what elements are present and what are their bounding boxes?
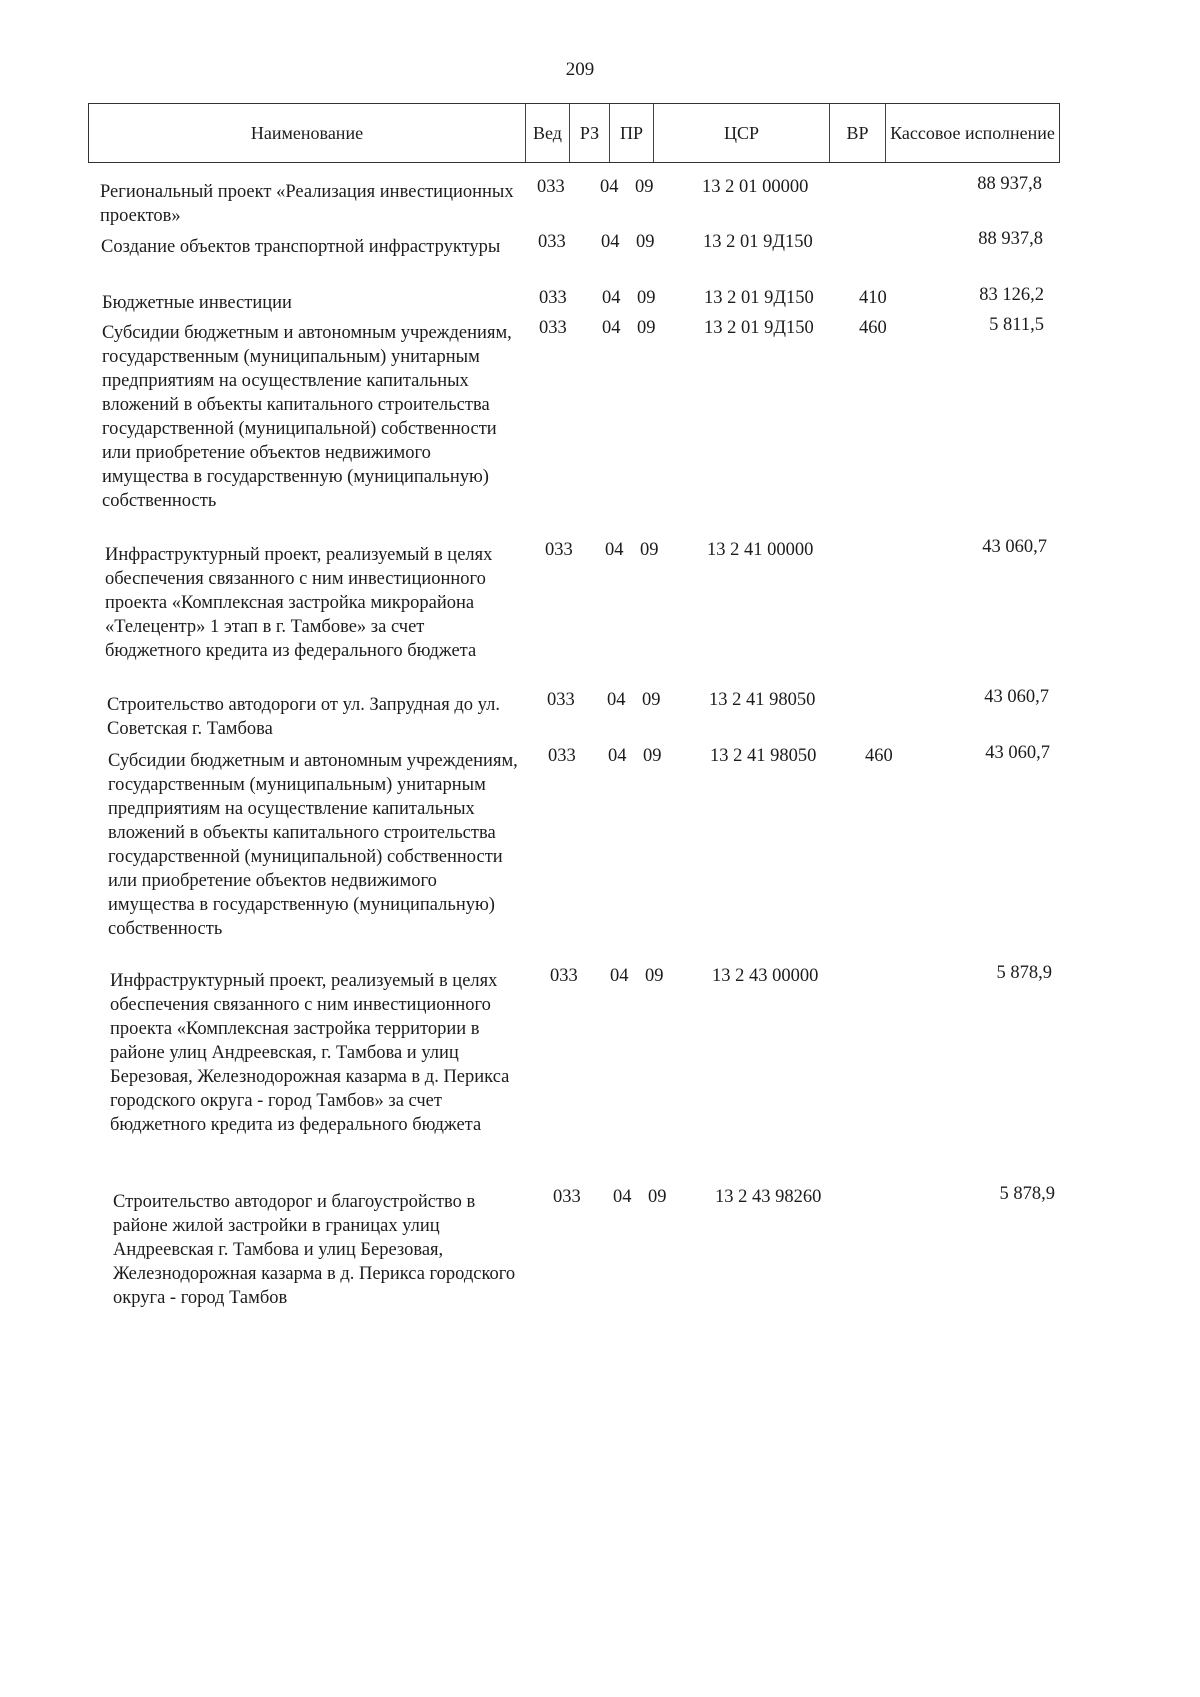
row-pr: 09 bbox=[643, 746, 662, 766]
row-rz: 04 bbox=[602, 318, 621, 338]
row-pr: 09 bbox=[640, 540, 659, 560]
row-rz: 04 bbox=[600, 177, 619, 197]
row-name: Субсидии бюджетным и автономным учреждениям, государственным (муниципальным) унитарным предприятиям на осуществление капитальных вложений в объекты капитального строительства государственной (муниципальной) собственности или приобретение объектов недвижимого имущества в государственную (муниципальную) собственность bbox=[102, 323, 512, 511]
row-ved: 033 bbox=[538, 232, 566, 252]
row-amount: 88 937,8 bbox=[978, 229, 1043, 249]
row-amount: 43 060,7 bbox=[982, 537, 1047, 557]
table-header bbox=[88, 103, 1060, 163]
row-ved: 033 bbox=[539, 318, 567, 338]
row-ved: 033 bbox=[548, 746, 576, 766]
row-pr: 09 bbox=[636, 232, 655, 252]
row-name: Субсидии бюджетным и автономным учреждениям, государственным (муниципальным) унитарным предприятиям на осуществление капитальных вложений в объекты капитального строительства государственной (муниципальной) собственности или приобретение объектов недвижимого имущества в государственную (муниципальную) собственность bbox=[108, 751, 518, 939]
row-pr: 09 bbox=[645, 966, 664, 986]
header-amount: Кассовое исполнение bbox=[890, 123, 1055, 143]
header-rz: РЗ bbox=[570, 104, 610, 162]
row-amount: 5 878,9 bbox=[996, 963, 1052, 983]
row-ved: 033 bbox=[539, 288, 567, 308]
row-rz: 04 bbox=[605, 540, 624, 560]
header-pr: ПР bbox=[610, 104, 654, 162]
row-csr: 13 2 01 9Д150 bbox=[703, 232, 813, 252]
row-rz: 04 bbox=[608, 746, 627, 766]
header-vr: ВР bbox=[830, 104, 886, 162]
row-csr: 13 2 01 9Д150 bbox=[704, 288, 814, 308]
row-amount: 43 060,7 bbox=[985, 743, 1050, 763]
row-rz: 04 bbox=[601, 232, 620, 252]
row-vr: 460 bbox=[859, 318, 887, 338]
page-number: 209 bbox=[565, 59, 595, 80]
row-pr: 09 bbox=[637, 318, 656, 338]
row-csr: 13 2 41 98050 bbox=[710, 746, 817, 766]
row-csr: 13 2 43 98260 bbox=[715, 1187, 822, 1207]
row-rz: 04 bbox=[607, 690, 626, 710]
row-ved: 033 bbox=[547, 690, 575, 710]
row-ved: 033 bbox=[545, 540, 573, 560]
row-vr: 460 bbox=[865, 746, 893, 766]
row-name: Строительство автодороги от ул. Запрудная до ул. Советская г. Тамбова bbox=[107, 695, 500, 739]
row-csr: 13 2 41 00000 bbox=[707, 540, 814, 560]
row-csr: 13 2 01 00000 bbox=[702, 177, 809, 197]
row-name: Создание объектов транспортной инфраструктуры bbox=[101, 237, 501, 257]
row-vr: 410 bbox=[859, 288, 887, 308]
row-name: Строительство автодорог и благоустройство в районе жилой застройки в границах улиц Андреевская г. Тамбова и улиц Березовая, Железнодорожная казарма в д. Перикса городского округа - город Тамбов bbox=[113, 1192, 516, 1308]
row-pr: 09 bbox=[637, 288, 656, 308]
row-pr: 09 bbox=[648, 1187, 667, 1207]
row-name: Бюджетные инвестиции bbox=[102, 293, 292, 313]
row-csr: 13 2 43 00000 bbox=[712, 966, 819, 986]
row-csr: 13 2 41 98050 bbox=[709, 690, 816, 710]
row-pr: 09 bbox=[642, 690, 661, 710]
row-amount: 43 060,7 bbox=[984, 687, 1049, 707]
row-amount: 83 126,2 bbox=[979, 285, 1044, 305]
row-name: Региональный проект «Реализация инвестиционных проектов» bbox=[100, 182, 514, 226]
row-rz: 04 bbox=[610, 966, 629, 986]
row-amount: 88 937,8 bbox=[977, 174, 1042, 194]
row-ved: 033 bbox=[537, 177, 565, 197]
row-pr: 09 bbox=[635, 177, 654, 197]
row-amount: 5 811,5 bbox=[989, 315, 1044, 335]
row-amount: 5 878,9 bbox=[999, 1184, 1055, 1204]
header-name: Наименование bbox=[89, 104, 526, 162]
row-rz: 04 bbox=[613, 1187, 632, 1207]
row-csr: 13 2 01 9Д150 bbox=[704, 318, 814, 338]
row-rz: 04 bbox=[602, 288, 621, 308]
row-ved: 033 bbox=[550, 966, 578, 986]
header-csr: ЦСР bbox=[654, 104, 830, 162]
row-name: Инфраструктурный проект, реализуемый в целях обеспечения связанного с ним инвестиционного проекта «Комплексная застройка микрорайона «Телецентр» 1 этап в г. Тамбове» за счет бюджетного кредита из федерального бюджета bbox=[105, 545, 493, 661]
row-ved: 033 bbox=[553, 1187, 581, 1207]
row-name: Инфраструктурный проект, реализуемый в целях обеспечения связанного с ним инвестиционного проекта «Комплексная застройка территории в районе улиц Андреевская, г. Тамбова и улиц Березовая, Железнодорожная казарма в д. Перикса городского округа - город Тамбов» за счет бюджетного кредита из федерального бюджета bbox=[110, 971, 510, 1135]
header-ved: Вед bbox=[526, 104, 570, 162]
